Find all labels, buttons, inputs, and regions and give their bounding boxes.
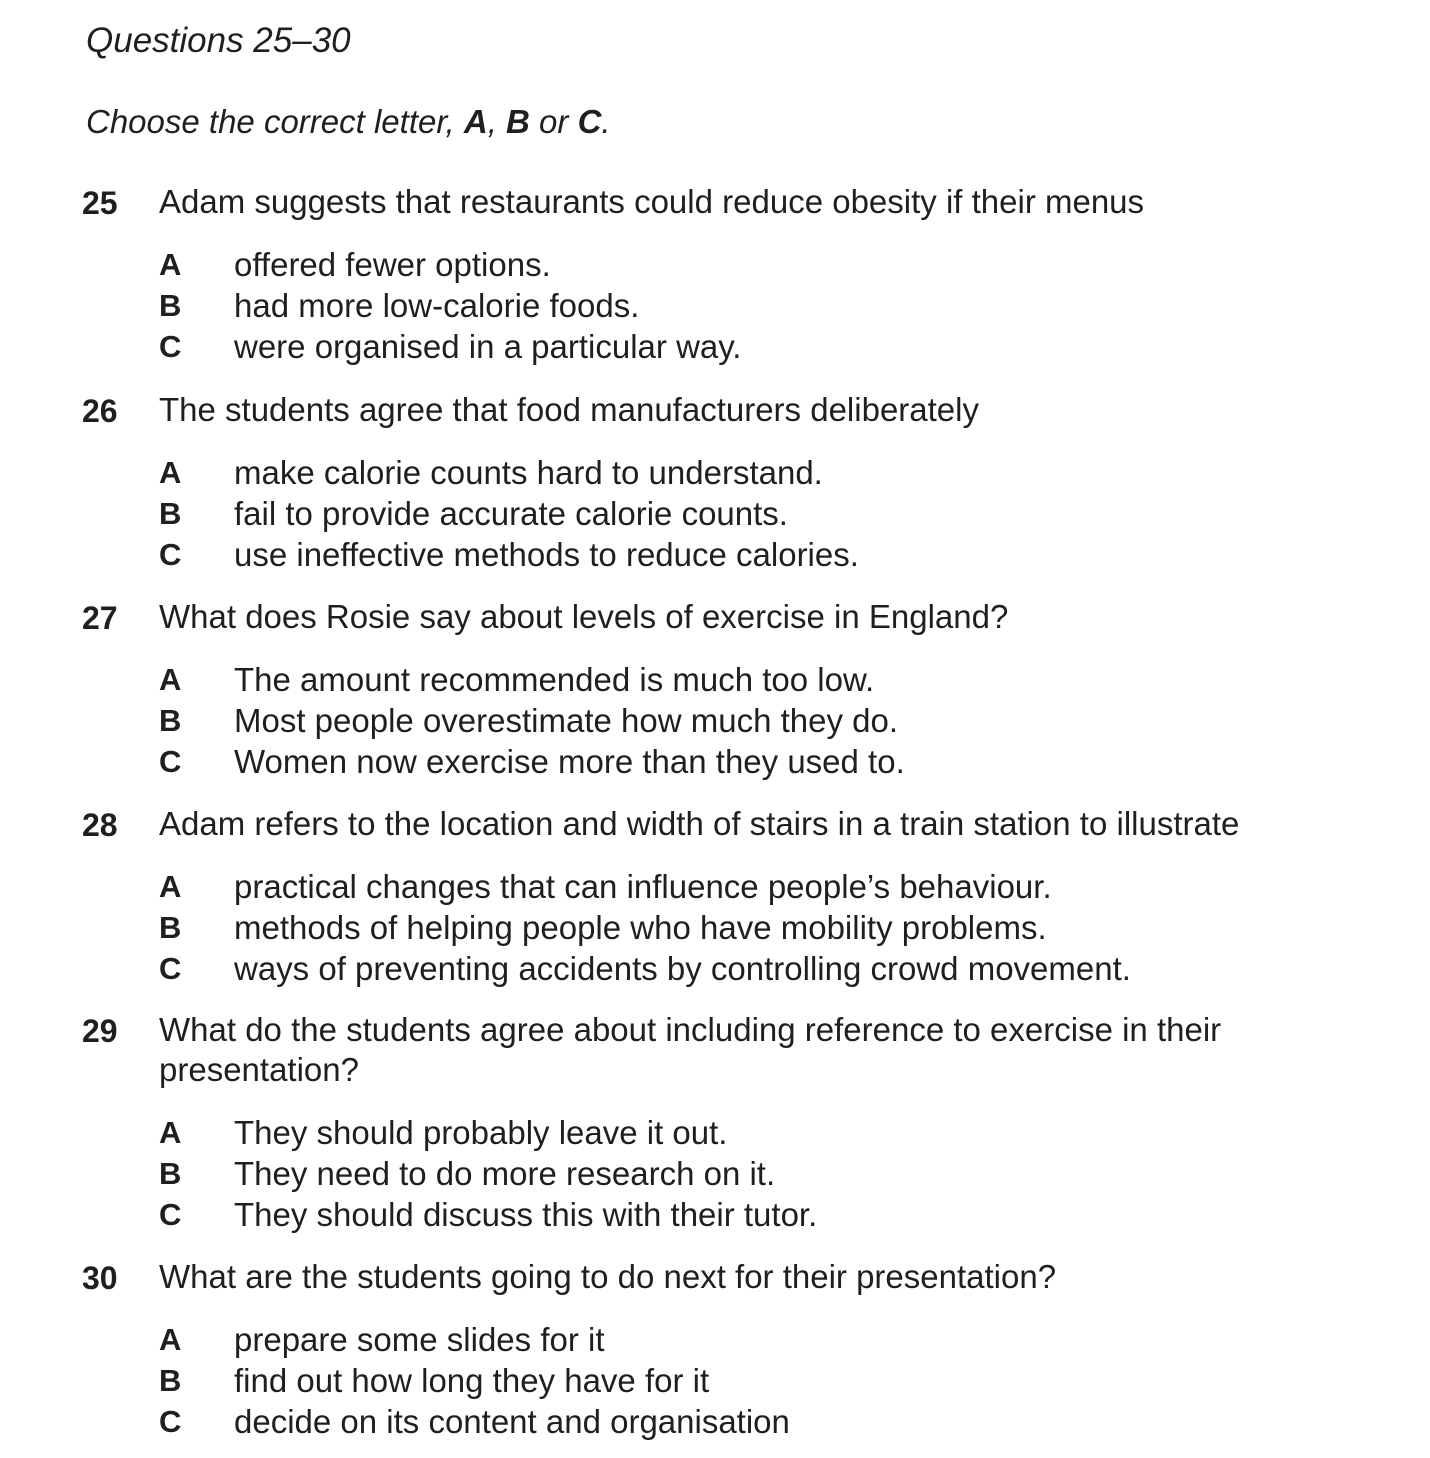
- question-text: What do the students agree about including reference to exercise in their presentation?: [159, 1011, 1222, 1088]
- question-25: [82, 182, 1402, 367]
- option-letter: B: [159, 496, 182, 531]
- option-text: They should probably leave it out.: [234, 1114, 728, 1151]
- option-list: [82, 1319, 1402, 1442]
- option-b[interactable]: [82, 700, 1402, 741]
- option-text: offered fewer options.: [234, 246, 551, 283]
- option-b[interactable]: [82, 1360, 1402, 1401]
- option-letter: C: [159, 537, 182, 572]
- question-text: What are the students going to do next for their presentation?: [159, 1258, 1057, 1295]
- question-28: [82, 804, 1402, 989]
- option-letter: B: [159, 1156, 182, 1191]
- option-a[interactable]: [82, 866, 1402, 907]
- option-text: They should discuss this with their tutor.: [234, 1196, 818, 1233]
- option-c[interactable]: [82, 948, 1402, 989]
- question-number: 28: [82, 807, 118, 843]
- question-26: [82, 390, 1402, 575]
- option-text: methods of helping people who have mobility problems.: [234, 909, 1047, 946]
- option-letter: A: [159, 869, 182, 904]
- question-number: 30: [82, 1260, 118, 1296]
- option-list: [82, 866, 1402, 989]
- option-text: Most people overestimate how much they do.: [234, 702, 899, 739]
- question-number: 27: [82, 600, 118, 636]
- option-b[interactable]: [82, 1153, 1402, 1194]
- question-number: 29: [82, 1013, 118, 1049]
- instruction-letter-a: A: [463, 103, 488, 140]
- question-number: 26: [82, 393, 118, 429]
- option-text: Women now exercise more than they used to.: [234, 743, 905, 780]
- question-29: [82, 1010, 1402, 1235]
- option-text: ways of preventing accidents by controlling crowd movement.: [234, 950, 1131, 987]
- option-text: fail to provide accurate calorie counts.: [234, 495, 788, 532]
- option-letter: C: [159, 1404, 182, 1439]
- option-text: They need to do more research on it.: [234, 1155, 776, 1192]
- option-list: [82, 452, 1402, 575]
- question-text: Adam refers to the location and width of stairs in a train station to illustrate: [159, 805, 1240, 842]
- option-text: find out how long they have for it: [234, 1362, 710, 1399]
- instruction-prefix: Choose the correct letter,: [86, 103, 464, 140]
- option-letter: C: [159, 744, 182, 779]
- option-text: use ineffective methods to reduce calories.: [234, 536, 859, 573]
- question-text: Adam suggests that restaurants could reduce obesity if their menus: [159, 183, 1145, 220]
- option-letter: C: [159, 329, 182, 364]
- question-text: What does Rosie say about levels of exercise in England?: [159, 598, 1009, 635]
- instruction-letter-c: C: [577, 103, 602, 140]
- option-letter: A: [159, 1115, 182, 1150]
- section-heading: Questions 25–30: [86, 21, 351, 60]
- option-c[interactable]: [82, 534, 1402, 575]
- option-letter: A: [159, 247, 182, 282]
- option-text: were organised in a particular way.: [234, 328, 742, 365]
- option-c[interactable]: [82, 741, 1402, 782]
- option-text: decide on its content and organisation: [234, 1403, 790, 1440]
- option-c[interactable]: [82, 326, 1402, 367]
- option-letter: B: [159, 703, 182, 738]
- option-list: [82, 244, 1402, 367]
- option-a[interactable]: [82, 659, 1402, 700]
- instruction-suffix: .: [601, 103, 611, 140]
- option-text: The amount recommended is much too low.: [234, 661, 875, 698]
- option-a[interactable]: [82, 1319, 1402, 1360]
- option-letter: B: [159, 288, 182, 323]
- option-b[interactable]: [82, 285, 1402, 326]
- option-list: [82, 659, 1402, 782]
- option-text: prepare some slides for it: [234, 1321, 605, 1358]
- instruction-letter-b: B: [506, 103, 530, 140]
- option-text: had more low-calorie foods.: [234, 287, 640, 324]
- option-letter: B: [159, 1363, 182, 1398]
- option-a[interactable]: [82, 244, 1402, 285]
- option-letter: C: [159, 1197, 182, 1232]
- option-a[interactable]: [82, 452, 1402, 493]
- instruction-sep-2: or: [529, 103, 578, 140]
- option-letter: A: [159, 1322, 182, 1357]
- question-27: [82, 597, 1402, 782]
- option-text: make calorie counts hard to understand.: [234, 454, 823, 491]
- option-a[interactable]: [82, 1112, 1402, 1153]
- option-letter: C: [159, 951, 182, 986]
- option-letter: B: [159, 910, 182, 945]
- question-text: The students agree that food manufacturers deliberately: [159, 391, 979, 428]
- question-30: [82, 1257, 1402, 1442]
- option-text: practical changes that can influence people’s behaviour.: [234, 868, 1052, 905]
- option-c[interactable]: [82, 1194, 1402, 1235]
- option-letter: A: [159, 662, 182, 697]
- option-b[interactable]: [82, 907, 1402, 948]
- instruction-text: [86, 101, 611, 143]
- question-number: 25: [82, 185, 118, 221]
- option-c[interactable]: [82, 1401, 1402, 1442]
- option-list: [82, 1112, 1402, 1235]
- option-b[interactable]: [82, 493, 1402, 534]
- instruction-sep-1: ,: [487, 103, 507, 140]
- option-letter: A: [159, 455, 182, 490]
